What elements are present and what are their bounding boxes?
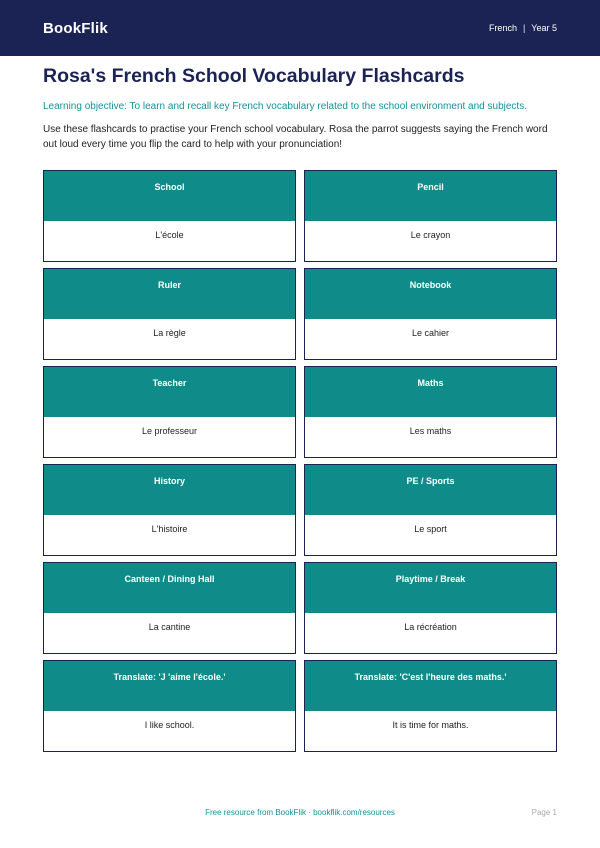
learning-objective: Learning objective: To learn and recall key French vocabulary related to the school environment and subjects. (43, 101, 527, 112)
year-label: Year 5 (531, 23, 557, 33)
flashcard[interactable] (304, 562, 557, 654)
flashcard-front: Ruler (44, 269, 295, 319)
flashcard-back: La cantine (148, 622, 191, 632)
flashcard-front: Notebook (305, 269, 556, 319)
flashcard-front: PE / Sports (305, 465, 556, 515)
flashcard[interactable] (304, 660, 557, 752)
flashcard[interactable] (43, 562, 296, 654)
flashcard-back: La récréation (404, 622, 457, 632)
flashcard-back: Le crayon (410, 230, 451, 240)
flashcard-front: Teacher (44, 367, 295, 417)
flashcard-front: Canteen / Dining Hall (44, 563, 295, 613)
intro-text: Use these flashcards to practise your French school vocabulary. Rosa the parrot suggests saying the French word out loud every time you flip the card to help with your pronunciation! (43, 124, 548, 150)
flashcard[interactable] (43, 268, 296, 360)
footer-resource-link[interactable]: Free resource from BookFlik · bookflik.com/resources (205, 808, 395, 817)
subject-label: French (488, 23, 517, 33)
header-separator: | (522, 23, 526, 33)
flashcard-front: History (44, 465, 295, 515)
flashcard-front: Translate: 'C'est l'heure des maths.' (305, 661, 556, 711)
flashcard-back: L'école (155, 230, 184, 240)
flashcard[interactable] (304, 170, 557, 262)
page-title: Rosa's French School Vocabulary Flashcards (43, 65, 465, 87)
flashcard-grid (43, 170, 557, 752)
flashcard[interactable] (43, 660, 296, 752)
flashcard[interactable] (304, 366, 557, 458)
flashcard-front: Maths (305, 367, 556, 417)
flashcard-front: Pencil (305, 171, 556, 221)
flashcard[interactable] (43, 170, 296, 262)
flashcard-front: Playtime / Break (305, 563, 556, 613)
flashcard-back: Les maths (409, 426, 452, 436)
flashcard-back: La règle (153, 328, 186, 338)
top-banner (0, 0, 600, 56)
flashcard-front: School (44, 171, 295, 221)
brand-logo[interactable]: BookFlik (43, 19, 108, 37)
flashcard[interactable] (304, 268, 557, 360)
page-number: Page 1 (531, 808, 557, 817)
flashcard-back: Le sport (414, 524, 447, 534)
header-meta (489, 23, 557, 33)
flashcard-front: Translate: 'J 'aime l'école.' (44, 661, 295, 711)
flashcard-back: Le professeur (141, 426, 198, 436)
flashcard[interactable] (304, 464, 557, 556)
flashcard[interactable] (43, 464, 296, 556)
flashcard-back: Le cahier (411, 328, 450, 338)
flashcard-back: L'histoire (151, 524, 188, 534)
flashcard-back: I like school. (144, 720, 195, 730)
flashcard-back: It is time for maths. (392, 720, 469, 730)
flashcard[interactable] (43, 366, 296, 458)
